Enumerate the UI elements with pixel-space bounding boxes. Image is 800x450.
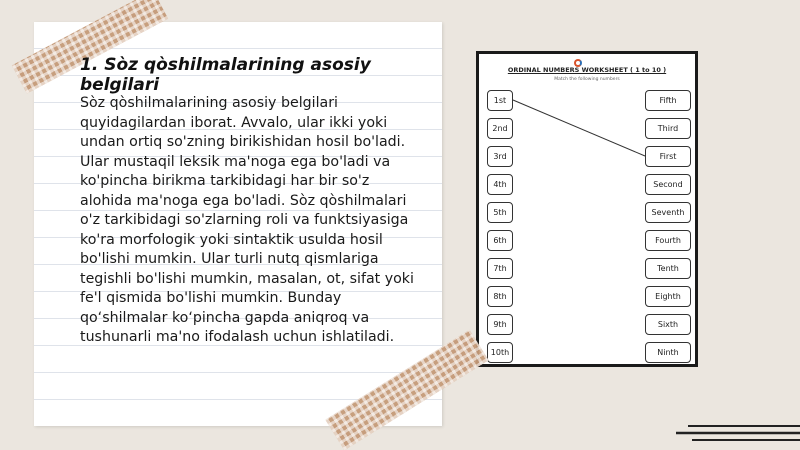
left-box-10: 10th [487,342,513,363]
right-box-7: Tenth [645,258,691,279]
left-box-6: 6th [487,230,513,251]
left-box-4: 4th [487,174,513,195]
right-box-2: Third [645,118,691,139]
right-box-9: Sixth [645,314,691,335]
right-box-4: Second [645,174,691,195]
right-box-3: First [645,146,691,167]
left-box-2: 2nd [487,118,513,139]
right-box-5: Seventh [645,202,691,223]
right-box-6: Fourth [645,230,691,251]
left-box-1: 1st [487,90,513,111]
left-box-9: 9th [487,314,513,335]
left-box-8: 8th [487,286,513,307]
worksheet-title: ORDINAL NUMBERS WORKSHEET ( 1 to 10 ) [507,66,667,74]
left-box-5: 5th [487,202,513,223]
right-box-10: Ninth [645,342,691,363]
worksheet-image [476,51,698,367]
section-title: 1. Sòz qòshilmalarining asosiy belgilari [80,55,371,95]
right-box-8: Eighth [645,286,691,307]
worksheet-subtitle: Match the following numbers [554,77,620,82]
left-box-7: 7th [487,258,513,279]
left-box-3: 3rd [487,146,513,167]
body-paragraph: Sòz qòshilmalarining asosiy belgilari quyidagilardan iborat. Avvalo, ular ikki yoki undan ortiq so'zning birikishidan hosil bo'ladi. Ular mustaqil leksik ma'noga ega bo'ladi va ko'pincha birikma tarkibidagi har bir so'z alohida ma'noga ega bo'ladi. Sòz qòshilmalari o'z tarkibidagi so'zlarning roli va funktsiyasiga ko'ra morfologik yoki sintaktik usulda hosil bo'lishi mumkin. Ular turli nutq qismlariga tegishli bo'lishi mumkin, masalan, ot, sifat yoki fe'l qismida bo'lishi mumkin. Bunday qo‘shilmalar ko‘pincha gapda aniqroq va tushunarli ma'no ifodalash uchun ishlatiladi. [80,95,414,345]
right-box-1: Fifth [645,90,691,111]
